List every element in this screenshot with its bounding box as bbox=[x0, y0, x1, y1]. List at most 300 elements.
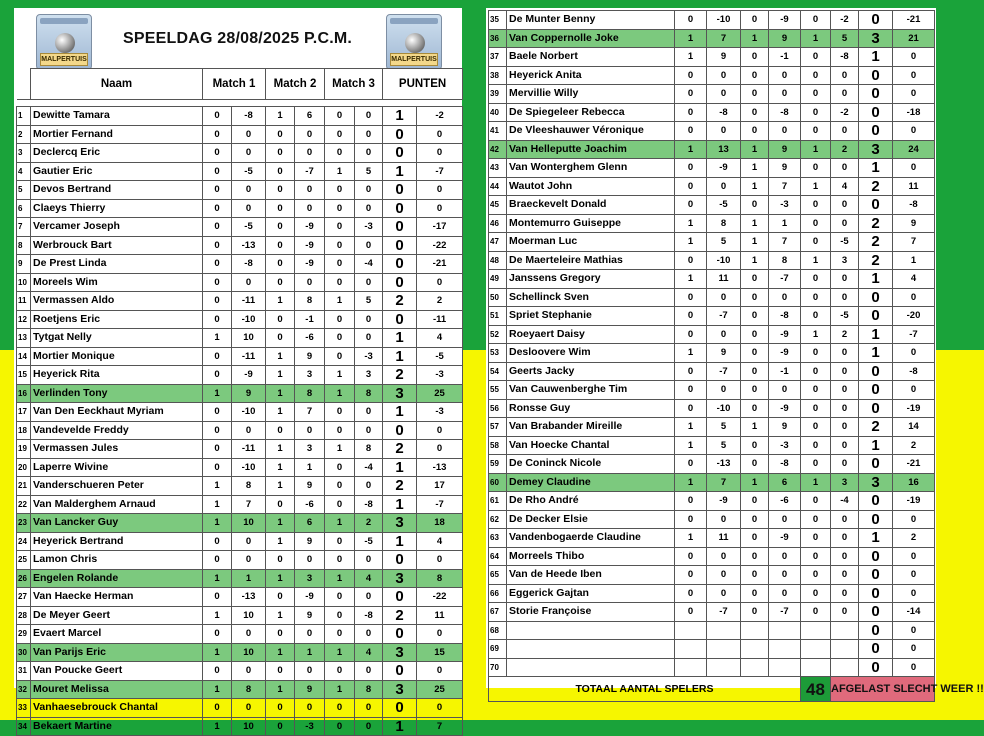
match2-score: 9 bbox=[769, 140, 801, 159]
match2-score: 8 bbox=[295, 384, 325, 403]
player-number: 54 bbox=[489, 362, 507, 381]
match3-score: 0 bbox=[831, 196, 859, 215]
total-points: 0 bbox=[383, 236, 417, 255]
match3-win: 0 bbox=[801, 436, 831, 455]
total-points: 0 bbox=[859, 85, 893, 104]
match3-score: 0 bbox=[831, 436, 859, 455]
point-balance: 0 bbox=[417, 144, 463, 163]
player-number: 55 bbox=[489, 381, 507, 400]
match3-score: 0 bbox=[831, 510, 859, 529]
total-points: 1 bbox=[383, 403, 417, 422]
player-number: 24 bbox=[17, 532, 31, 551]
match1-win: 0 bbox=[675, 455, 707, 474]
cancelled-warning: AFGELAST SLECHT WEER !! bbox=[831, 677, 935, 702]
player-number: 8 bbox=[17, 236, 31, 255]
match1-win: 1 bbox=[203, 569, 232, 588]
match2-score: 8 bbox=[769, 251, 801, 270]
player-name: Geerts Jacky bbox=[507, 362, 675, 381]
match3-win: 0 bbox=[801, 529, 831, 548]
player-number: 27 bbox=[17, 588, 31, 607]
point-balance: -2 bbox=[417, 107, 463, 126]
player-number: 52 bbox=[489, 325, 507, 344]
total-points: 0 bbox=[859, 196, 893, 215]
match3-win: 0 bbox=[325, 181, 355, 200]
player-number: 60 bbox=[489, 473, 507, 492]
match1-win bbox=[675, 658, 707, 677]
match1-score: 0 bbox=[707, 510, 741, 529]
table-row bbox=[489, 418, 935, 437]
match3-score bbox=[831, 640, 859, 659]
match3-score: -8 bbox=[355, 606, 383, 625]
player-name: Vermassen Aldo bbox=[31, 292, 203, 311]
match2-score: 1 bbox=[295, 458, 325, 477]
match3-score: -8 bbox=[355, 495, 383, 514]
match1-win: 0 bbox=[203, 588, 232, 607]
match2-score bbox=[769, 658, 801, 677]
match1-score: 9 bbox=[707, 344, 741, 363]
match2-win: 0 bbox=[266, 329, 295, 348]
match1-score: 0 bbox=[232, 199, 266, 218]
match3-score: 0 bbox=[355, 717, 383, 736]
match3-score: 0 bbox=[355, 236, 383, 255]
match3-win: 0 bbox=[801, 159, 831, 178]
header-match-3: Match 3 bbox=[325, 69, 383, 100]
table-row bbox=[489, 85, 935, 104]
match3-win: 0 bbox=[801, 288, 831, 307]
match3-score: 0 bbox=[831, 344, 859, 363]
match2-score: -1 bbox=[769, 48, 801, 67]
match2-score: 0 bbox=[295, 421, 325, 440]
match1-win: 0 bbox=[203, 421, 232, 440]
match3-win: 0 bbox=[801, 510, 831, 529]
match3-score: 0 bbox=[355, 477, 383, 496]
player-number: 20 bbox=[17, 458, 31, 477]
match3-win: 0 bbox=[325, 458, 355, 477]
total-points: 0 bbox=[383, 662, 417, 681]
player-name: Van Poucke Geert bbox=[31, 662, 203, 681]
player-name: Moerman Luc bbox=[507, 233, 675, 252]
match1-score: 0 bbox=[232, 125, 266, 144]
match2-win: 1 bbox=[266, 107, 295, 126]
table-row bbox=[489, 214, 935, 233]
total-points: 0 bbox=[859, 566, 893, 585]
table-row bbox=[17, 495, 463, 514]
match1-score: 0 bbox=[707, 288, 741, 307]
match3-score: 2 bbox=[831, 325, 859, 344]
match2-win: 0 bbox=[741, 529, 769, 548]
match3-win: 0 bbox=[325, 477, 355, 496]
match2-score: -9 bbox=[769, 529, 801, 548]
match3-score bbox=[831, 621, 859, 640]
table-row bbox=[17, 421, 463, 440]
match1-score: 11 bbox=[707, 529, 741, 548]
match3-score: 0 bbox=[355, 144, 383, 163]
header-spacer bbox=[17, 100, 463, 107]
match1-win: 0 bbox=[203, 366, 232, 385]
match1-score: 0 bbox=[232, 699, 266, 718]
point-balance: 0 bbox=[893, 344, 935, 363]
match2-win: 0 bbox=[741, 547, 769, 566]
match3-win: 0 bbox=[801, 344, 831, 363]
total-points: 0 bbox=[383, 181, 417, 200]
match3-score: 0 bbox=[831, 381, 859, 400]
player-name: De Vleeshauwer Véronique bbox=[507, 122, 675, 141]
match2-score: -3 bbox=[295, 717, 325, 736]
match2-win: 0 bbox=[266, 588, 295, 607]
total-points: 1 bbox=[859, 529, 893, 548]
match3-win: 0 bbox=[801, 214, 831, 233]
match2-score: -9 bbox=[295, 218, 325, 237]
match1-score: 8 bbox=[232, 477, 266, 496]
match1-win: 0 bbox=[203, 440, 232, 459]
player-number: 59 bbox=[489, 455, 507, 474]
point-balance: -14 bbox=[893, 603, 935, 622]
point-balance: -21 bbox=[417, 255, 463, 274]
table-row bbox=[17, 440, 463, 459]
match3-score: -5 bbox=[831, 233, 859, 252]
match3-score: 0 bbox=[355, 273, 383, 292]
table-row bbox=[17, 366, 463, 385]
total-players-label: TOTAAL AANTAL SPELERS bbox=[489, 677, 801, 702]
table-row bbox=[17, 717, 463, 736]
table-row bbox=[17, 514, 463, 533]
point-balance: -18 bbox=[893, 103, 935, 122]
match1-win: 1 bbox=[675, 140, 707, 159]
total-points: 0 bbox=[383, 551, 417, 570]
match2-win: 0 bbox=[266, 421, 295, 440]
match3-score: 0 bbox=[831, 547, 859, 566]
total-points: 1 bbox=[383, 495, 417, 514]
point-balance: -13 bbox=[417, 458, 463, 477]
point-balance: -7 bbox=[893, 325, 935, 344]
point-balance: 0 bbox=[893, 658, 935, 677]
left-score-sheet bbox=[14, 8, 462, 735]
player-name: Van Wonterghem Glenn bbox=[507, 159, 675, 178]
total-points: 2 bbox=[859, 418, 893, 437]
point-balance: 0 bbox=[417, 625, 463, 644]
total-points: 3 bbox=[859, 29, 893, 48]
match1-win: 1 bbox=[675, 344, 707, 363]
point-balance: 14 bbox=[893, 418, 935, 437]
match2-win: 0 bbox=[266, 495, 295, 514]
match2-win: 0 bbox=[266, 218, 295, 237]
match1-win: 0 bbox=[203, 162, 232, 181]
match1-win: 0 bbox=[203, 403, 232, 422]
player-number: 46 bbox=[489, 214, 507, 233]
player-name: Van Brabander Mireille bbox=[507, 418, 675, 437]
header-empty bbox=[17, 69, 31, 100]
match1-win: 0 bbox=[675, 566, 707, 585]
match1-score: -11 bbox=[232, 347, 266, 366]
player-name: Spriet Stephanie bbox=[507, 307, 675, 326]
match2-win: 0 bbox=[741, 455, 769, 474]
match3-score: 0 bbox=[355, 181, 383, 200]
match1-win: 0 bbox=[203, 532, 232, 551]
match2-win: 1 bbox=[266, 532, 295, 551]
player-name: De Munter Benny bbox=[507, 11, 675, 30]
total-points: 0 bbox=[859, 492, 893, 511]
match1-win: 1 bbox=[203, 495, 232, 514]
match1-win: 1 bbox=[203, 717, 232, 736]
point-balance: 0 bbox=[417, 421, 463, 440]
match3-score bbox=[831, 658, 859, 677]
match1-win: 0 bbox=[675, 288, 707, 307]
table-row bbox=[489, 270, 935, 289]
total-points: 2 bbox=[383, 292, 417, 311]
match3-win: 0 bbox=[325, 421, 355, 440]
table-row bbox=[489, 177, 935, 196]
player-name: Vanderschueren Peter bbox=[31, 477, 203, 496]
match3-score: 0 bbox=[831, 66, 859, 85]
point-balance: 4 bbox=[417, 532, 463, 551]
table-row bbox=[17, 477, 463, 496]
match2-win: 0 bbox=[741, 325, 769, 344]
player-number: 26 bbox=[17, 569, 31, 588]
player-number: 22 bbox=[17, 495, 31, 514]
match2-score: -9 bbox=[295, 236, 325, 255]
player-name: Braeckevelt Donald bbox=[507, 196, 675, 215]
player-number: 23 bbox=[17, 514, 31, 533]
table-row bbox=[17, 107, 463, 126]
match1-score: 0 bbox=[232, 625, 266, 644]
total-points: 3 bbox=[383, 680, 417, 699]
match3-win: 0 bbox=[325, 532, 355, 551]
total-points: 3 bbox=[383, 643, 417, 662]
player-name: Vermassen Jules bbox=[31, 440, 203, 459]
match3-win: 0 bbox=[325, 606, 355, 625]
match2-win: 0 bbox=[741, 584, 769, 603]
match1-score: 8 bbox=[707, 214, 741, 233]
total-points: 0 bbox=[859, 362, 893, 381]
match3-win: 0 bbox=[801, 584, 831, 603]
player-number: 47 bbox=[489, 233, 507, 252]
total-points: 1 bbox=[383, 329, 417, 348]
match3-score: 0 bbox=[355, 588, 383, 607]
right-score-sheet bbox=[486, 8, 984, 699]
table-row bbox=[489, 584, 935, 603]
player-name: De Decker Elsie bbox=[507, 510, 675, 529]
point-balance: 0 bbox=[893, 621, 935, 640]
match2-win: 1 bbox=[741, 177, 769, 196]
player-name: Devos Bertrand bbox=[31, 181, 203, 200]
match3-win: 0 bbox=[325, 255, 355, 274]
player-name: Baele Norbert bbox=[507, 48, 675, 67]
point-balance: 0 bbox=[893, 48, 935, 67]
total-points: 0 bbox=[383, 125, 417, 144]
match3-score: -4 bbox=[355, 255, 383, 274]
match2-win: 0 bbox=[741, 270, 769, 289]
player-number: 41 bbox=[489, 122, 507, 141]
match2-win: 1 bbox=[741, 233, 769, 252]
match3-score: 0 bbox=[831, 455, 859, 474]
match1-win: 1 bbox=[675, 214, 707, 233]
match1-win: 0 bbox=[203, 199, 232, 218]
match2-score: 8 bbox=[295, 292, 325, 311]
match2-score: 3 bbox=[295, 440, 325, 459]
table-row bbox=[17, 310, 463, 329]
match1-win: 0 bbox=[675, 122, 707, 141]
match2-win: 0 bbox=[741, 288, 769, 307]
table-row bbox=[17, 384, 463, 403]
match3-win: 0 bbox=[325, 347, 355, 366]
match1-score: 7 bbox=[232, 495, 266, 514]
match2-score: -8 bbox=[769, 455, 801, 474]
logo-banner-top bbox=[390, 18, 438, 24]
match1-win: 0 bbox=[675, 325, 707, 344]
table-row bbox=[489, 251, 935, 270]
table-row bbox=[17, 181, 463, 200]
match3-win: 1 bbox=[325, 292, 355, 311]
match3-score: -3 bbox=[355, 218, 383, 237]
match3-score: 8 bbox=[355, 384, 383, 403]
player-number: 19 bbox=[17, 440, 31, 459]
point-balance: 25 bbox=[417, 680, 463, 699]
table-row bbox=[489, 196, 935, 215]
total-points: 1 bbox=[383, 532, 417, 551]
player-name: Van Lancker Guy bbox=[31, 514, 203, 533]
petanque-ball-icon bbox=[405, 33, 425, 53]
match2-score: -1 bbox=[769, 362, 801, 381]
match1-score: -10 bbox=[232, 403, 266, 422]
point-balance: 4 bbox=[893, 270, 935, 289]
match3-win: 1 bbox=[325, 643, 355, 662]
match2-win: 1 bbox=[741, 159, 769, 178]
point-balance: 0 bbox=[893, 381, 935, 400]
match1-win: 0 bbox=[675, 85, 707, 104]
point-balance: 2 bbox=[893, 529, 935, 548]
player-name: Werbrouck Bart bbox=[31, 236, 203, 255]
total-points: 0 bbox=[859, 381, 893, 400]
match2-score: 0 bbox=[769, 85, 801, 104]
scores-table-left bbox=[16, 68, 463, 736]
match1-score: -8 bbox=[232, 107, 266, 126]
match2-win: 0 bbox=[266, 181, 295, 200]
match2-score: -9 bbox=[295, 588, 325, 607]
match1-win: 0 bbox=[675, 66, 707, 85]
point-balance: -5 bbox=[417, 347, 463, 366]
match3-win: 1 bbox=[325, 366, 355, 385]
player-name: Morreels Thibo bbox=[507, 547, 675, 566]
total-points: 0 bbox=[859, 307, 893, 326]
player-name: Storie Françoise bbox=[507, 603, 675, 622]
match3-score: 0 bbox=[355, 329, 383, 348]
match2-score: 9 bbox=[295, 532, 325, 551]
match1-score: -7 bbox=[707, 307, 741, 326]
match2-win: 1 bbox=[266, 366, 295, 385]
match3-score: 2 bbox=[831, 140, 859, 159]
table-row bbox=[489, 233, 935, 252]
match2-score: -9 bbox=[769, 399, 801, 418]
player-name: Van Malderghem Arnaud bbox=[31, 495, 203, 514]
match2-score: 9 bbox=[769, 418, 801, 437]
player-number: 35 bbox=[489, 11, 507, 30]
match2-win: 0 bbox=[741, 196, 769, 215]
player-name: De Maerteleire Mathias bbox=[507, 251, 675, 270]
spacer-cell bbox=[17, 100, 463, 107]
player-name: De Rho André bbox=[507, 492, 675, 511]
match3-win: 0 bbox=[325, 551, 355, 570]
match3-win: 1 bbox=[801, 177, 831, 196]
match1-score: 1 bbox=[232, 569, 266, 588]
player-number: 39 bbox=[489, 85, 507, 104]
player-number: 61 bbox=[489, 492, 507, 511]
player-name: Gautier Eric bbox=[31, 162, 203, 181]
table-row bbox=[489, 529, 935, 548]
match2-win: 0 bbox=[266, 273, 295, 292]
match1-win: 1 bbox=[675, 473, 707, 492]
match2-score: 3 bbox=[295, 569, 325, 588]
match3-win: 0 bbox=[325, 588, 355, 607]
match3-win: 0 bbox=[325, 329, 355, 348]
total-points: 1 bbox=[859, 325, 893, 344]
player-number: 2 bbox=[17, 125, 31, 144]
match2-score: 6 bbox=[295, 514, 325, 533]
match3-win: 0 bbox=[325, 625, 355, 644]
player-number: 21 bbox=[17, 477, 31, 496]
header-naam: Naam bbox=[31, 69, 203, 100]
match1-score: -7 bbox=[707, 362, 741, 381]
point-balance: -8 bbox=[893, 196, 935, 215]
match1-score: -10 bbox=[232, 458, 266, 477]
club-logo-right bbox=[386, 14, 442, 70]
match1-win: 1 bbox=[675, 529, 707, 548]
table-row bbox=[489, 621, 935, 640]
table-row bbox=[489, 159, 935, 178]
match1-score: 13 bbox=[707, 140, 741, 159]
match3-win: 0 bbox=[801, 233, 831, 252]
match3-win: 1 bbox=[801, 29, 831, 48]
match3-score: 0 bbox=[355, 310, 383, 329]
player-number: 4 bbox=[17, 162, 31, 181]
match1-win: 0 bbox=[203, 699, 232, 718]
match2-win: 0 bbox=[741, 362, 769, 381]
player-name: Van Den Eeckhaut Myriam bbox=[31, 403, 203, 422]
table-row bbox=[489, 48, 935, 67]
match2-score: 7 bbox=[769, 233, 801, 252]
match2-win: 0 bbox=[741, 603, 769, 622]
total-points: 2 bbox=[383, 366, 417, 385]
table-row bbox=[489, 66, 935, 85]
match1-win: 0 bbox=[203, 218, 232, 237]
match2-win: 0 bbox=[266, 662, 295, 681]
match1-score: -5 bbox=[232, 162, 266, 181]
match1-score: 0 bbox=[707, 85, 741, 104]
match3-win: 0 bbox=[325, 717, 355, 736]
match2-win: 1 bbox=[741, 473, 769, 492]
match1-score: 0 bbox=[707, 325, 741, 344]
player-number: 51 bbox=[489, 307, 507, 326]
match3-score: 0 bbox=[355, 107, 383, 126]
match2-score bbox=[769, 621, 801, 640]
match2-win: 0 bbox=[741, 344, 769, 363]
match2-score: 7 bbox=[769, 177, 801, 196]
match1-score: -10 bbox=[707, 251, 741, 270]
match3-win: 0 bbox=[801, 399, 831, 418]
player-number: 48 bbox=[489, 251, 507, 270]
point-balance: 24 bbox=[893, 140, 935, 159]
match3-win: 1 bbox=[801, 251, 831, 270]
table-row bbox=[489, 640, 935, 659]
table-row bbox=[489, 603, 935, 622]
match2-win: 1 bbox=[266, 569, 295, 588]
match3-win: 0 bbox=[801, 66, 831, 85]
match1-score: 0 bbox=[232, 662, 266, 681]
player-number: 12 bbox=[17, 310, 31, 329]
player-number: 34 bbox=[17, 717, 31, 736]
player-name: Mouret Melissa bbox=[31, 680, 203, 699]
point-balance: -21 bbox=[893, 11, 935, 30]
match3-score: 0 bbox=[355, 125, 383, 144]
